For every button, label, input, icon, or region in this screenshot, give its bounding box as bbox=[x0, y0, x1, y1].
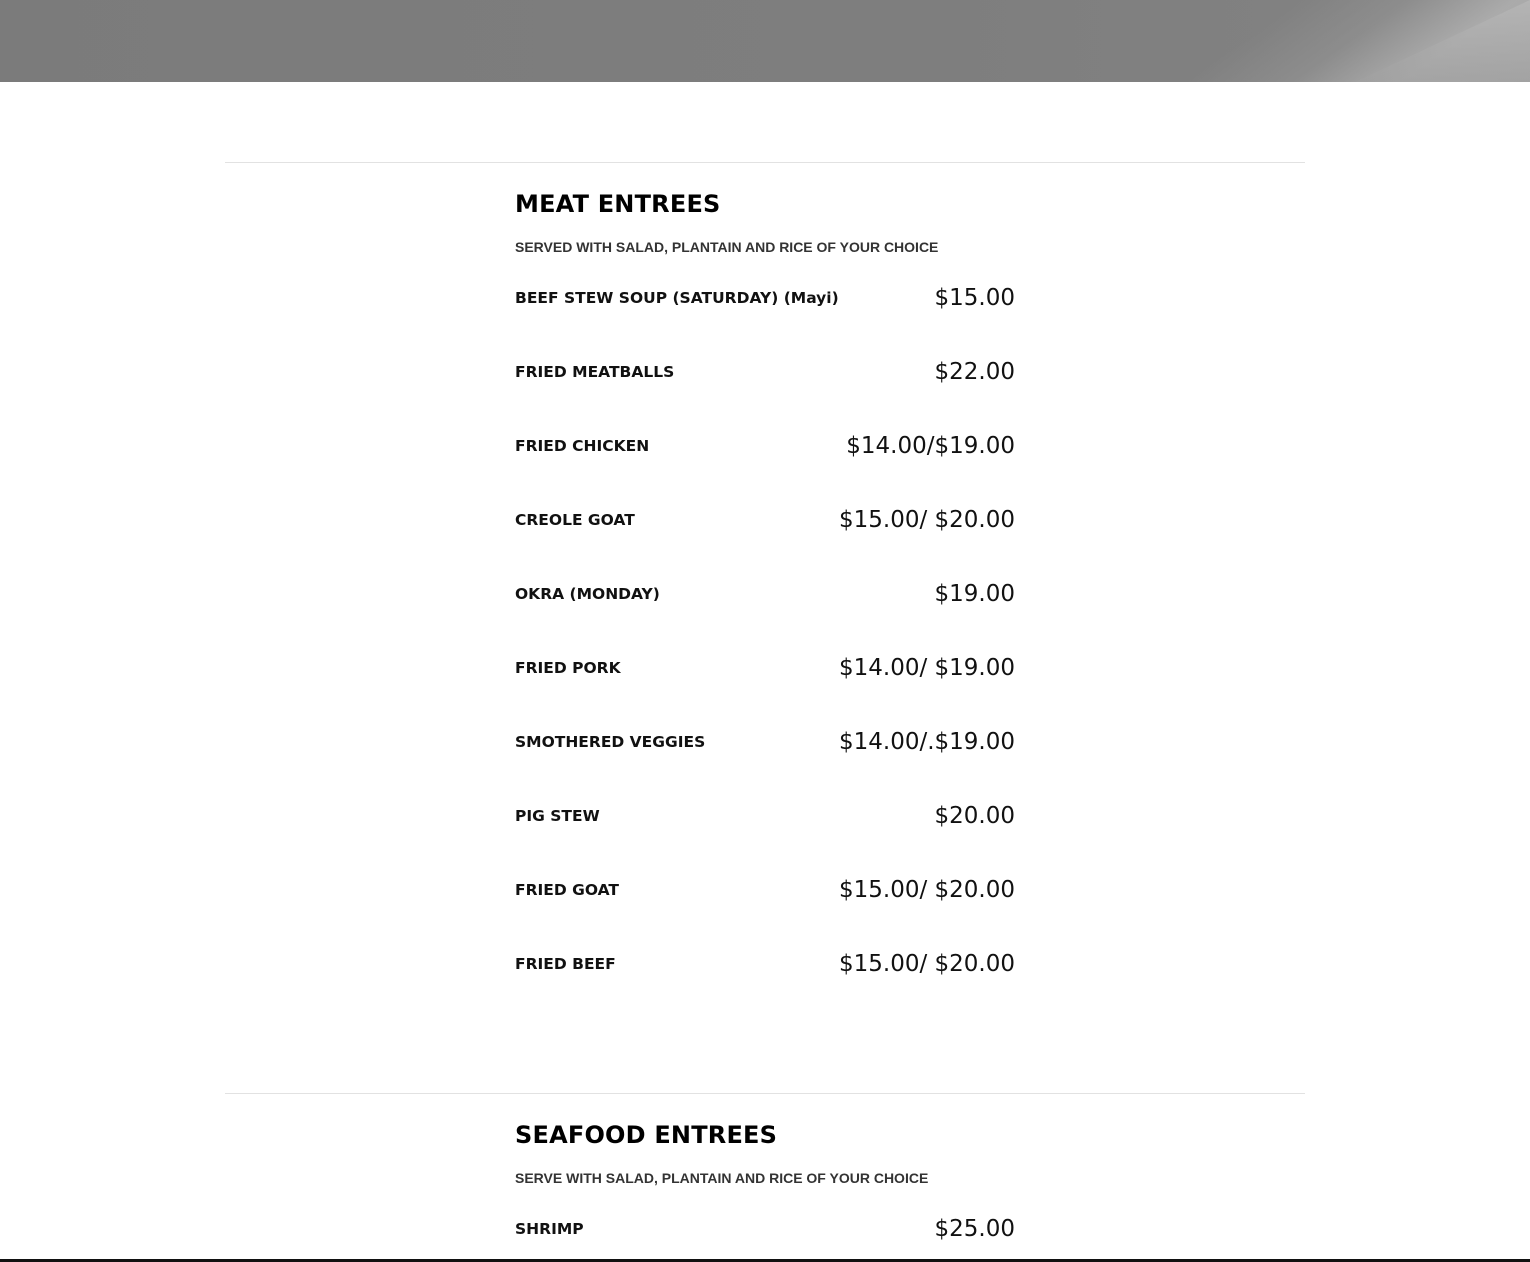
section-divider bbox=[225, 1093, 1305, 1094]
item-price: $15.00 bbox=[934, 285, 1015, 311]
menu-item bbox=[515, 357, 1015, 387]
item-name: SHRIMP bbox=[515, 1220, 584, 1238]
item-name: FRIED PORK bbox=[515, 659, 621, 677]
section-title: SEAFOOD ENTREES bbox=[515, 1121, 778, 1149]
item-price: $14.00/.$19.00 bbox=[838, 729, 1015, 755]
item-price: $15.00/ $20.00 bbox=[838, 877, 1015, 903]
section-divider bbox=[225, 162, 1305, 163]
menu-item bbox=[515, 431, 1015, 461]
menu-item bbox=[515, 579, 1015, 609]
item-name: OKRA (MONDAY) bbox=[515, 585, 660, 603]
item-price: $19.00 bbox=[934, 581, 1015, 607]
menu-item bbox=[515, 949, 1015, 979]
hero-image bbox=[0, 0, 1530, 82]
item-name: BEEF STEW SOUP (SATURDAY) (Mayi) bbox=[515, 289, 839, 307]
item-name: FRIED MEATBALLS bbox=[515, 363, 675, 381]
item-name: FRIED CHICKEN bbox=[515, 437, 650, 455]
menu-item bbox=[515, 283, 1015, 313]
item-price: $25.00 bbox=[934, 1216, 1015, 1242]
item-price: $14.00/ $19.00 bbox=[838, 655, 1015, 681]
menu-item bbox=[515, 1214, 1015, 1244]
menu-item bbox=[515, 727, 1015, 757]
menu-item bbox=[515, 875, 1015, 905]
item-price: $15.00/ $20.00 bbox=[838, 507, 1015, 533]
section-title: MEAT ENTREES bbox=[515, 190, 721, 218]
menu-item bbox=[515, 653, 1015, 683]
menu-item bbox=[515, 505, 1015, 535]
section-subtitle: SERVE WITH SALAD, PLANTAIN AND RICE OF YOUR CHOICE bbox=[515, 1170, 929, 1186]
menu-section-meat bbox=[515, 190, 1015, 977]
item-price: $20.00 bbox=[934, 803, 1015, 829]
item-name: SMOTHERED VEGGIES bbox=[515, 733, 706, 751]
item-price: $22.00 bbox=[934, 359, 1015, 385]
item-price: $15.00/ $20.00 bbox=[838, 951, 1015, 977]
menu-section-seafood bbox=[515, 1121, 1015, 1242]
item-name: FRIED GOAT bbox=[515, 881, 619, 899]
item-name: CREOLE GOAT bbox=[515, 511, 635, 529]
item-name: FRIED BEEF bbox=[515, 955, 616, 973]
item-name: PIG STEW bbox=[515, 807, 600, 825]
section-subtitle: SERVED WITH SALAD, PLANTAIN AND RICE OF YOUR CHOICE bbox=[515, 239, 939, 255]
item-price: $14.00/$19.00 bbox=[846, 433, 1015, 459]
menu-item bbox=[515, 801, 1015, 831]
